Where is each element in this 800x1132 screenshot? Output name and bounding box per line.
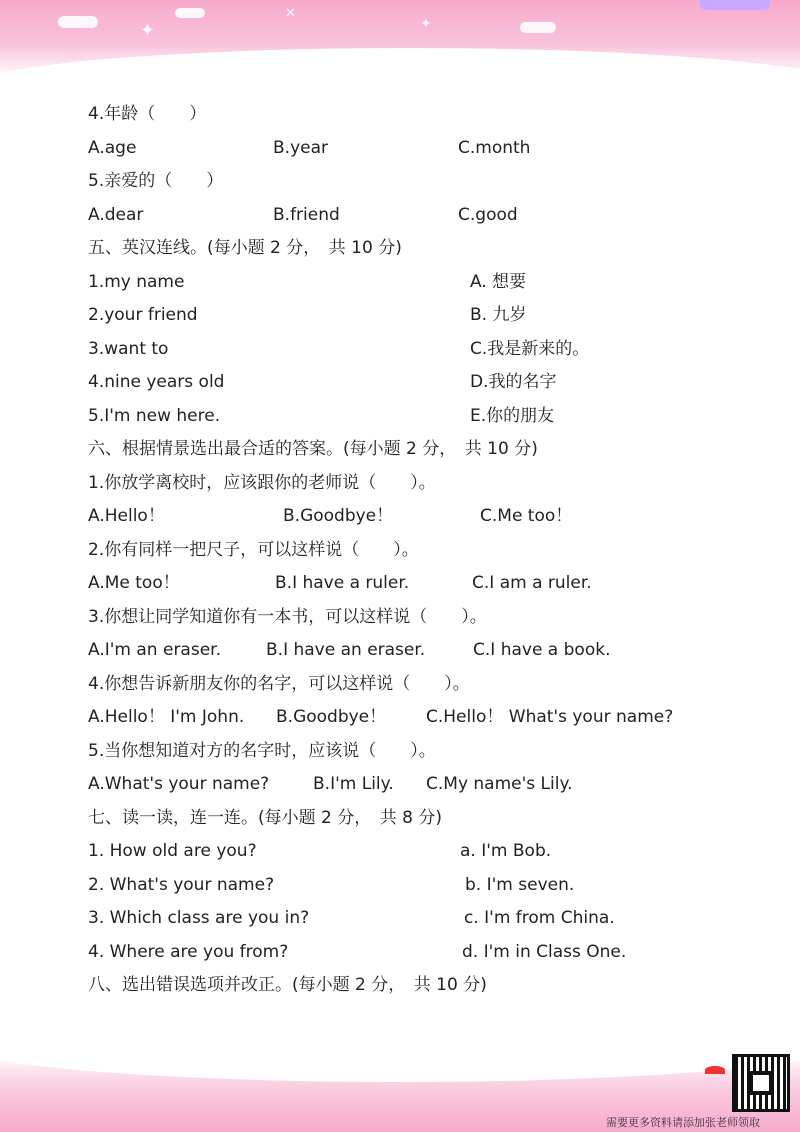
question-text: 5.亲爱的（ ） (88, 171, 224, 191)
option-text: C.Me too！ (480, 506, 573, 526)
option-text: A.Hello！ (88, 506, 165, 526)
sparkle-icon: ✦ (420, 16, 432, 32)
worksheet-line (88, 132, 728, 166)
qr-code-icon[interactable] (732, 1054, 790, 1112)
option-text: B.Goodbye！ (276, 707, 387, 727)
option-text: 2. What's your name? (88, 874, 275, 895)
sparkle-icon: ✦ (140, 20, 156, 41)
worksheet-content (88, 98, 728, 1003)
heading-text: 五、英汉连线。(每小题 2 分， 共 10 分) (88, 238, 402, 258)
worksheet-line (88, 165, 728, 199)
heading-text: 六、根据情景选出最合适的答案。(每小题 2 分， 共 10 分) (88, 439, 538, 459)
worksheet-line (88, 98, 728, 132)
question-text: 1.你放学离校时，应该跟你的老师说（ ）。 (88, 472, 436, 493)
option-text: B.Goodbye！ (283, 506, 394, 526)
section-heading (88, 802, 728, 836)
option-text: a. I'm Bob. (460, 841, 552, 861)
option-text: 4.nine years old (88, 372, 225, 392)
band-wave (0, 1022, 800, 1082)
question-text: 4.你想告诉新朋友你的名字，可以这样说（ ）。 (88, 673, 470, 694)
worksheet-line (88, 534, 728, 568)
option-text: c. I'm from China. (464, 908, 615, 928)
worksheet-line (88, 467, 728, 501)
option-text: A. 想要 (470, 271, 527, 292)
worksheet-line (88, 500, 728, 534)
question-text: 4.年龄（ ） (88, 104, 207, 124)
sparkle-icon: ✕ (285, 6, 296, 21)
section-heading (88, 433, 728, 467)
worksheet-line (88, 768, 728, 802)
heading-text: 七、读一读，连一连。(每小题 2 分， 共 8 分) (88, 807, 443, 828)
option-text: B.I have an eraser. (266, 640, 426, 660)
option-text: B.friend (273, 204, 340, 225)
option-text: C.I have a book. (473, 640, 611, 660)
worksheet-line (88, 701, 728, 735)
worksheet-line (88, 366, 728, 400)
option-text: C.I am a ruler. (472, 573, 592, 593)
cloud-decoration (520, 22, 556, 33)
option-text: B. 九岁 (470, 305, 527, 325)
section-heading (88, 969, 728, 1003)
option-text: A.Me too！ (88, 573, 180, 593)
option-text: A.What's your name? (88, 774, 270, 794)
worksheet-line (88, 835, 728, 869)
option-text: A.I'm an eraser. (88, 640, 221, 660)
option-text: C.My name's Lily. (426, 774, 573, 794)
option-text: 1.my name (88, 271, 185, 292)
worksheet-line (88, 333, 728, 367)
option-text: B.year (273, 137, 328, 158)
option-text: C.good (458, 204, 518, 225)
option-text: 4. Where are you from? (88, 941, 289, 962)
section-heading (88, 232, 728, 266)
worksheet-line (88, 634, 728, 668)
worksheet-line (88, 936, 728, 970)
heading-text: 八、选出错误选项并改正。(每小题 2 分， 共 10 分) (88, 975, 487, 995)
corner-logo (700, 0, 770, 10)
option-text: E.你的朋友 (470, 405, 555, 426)
option-text: B.I have a ruler. (275, 573, 410, 593)
worksheet-line (88, 567, 728, 601)
option-text: 3.want to (88, 338, 169, 359)
top-decoration-band (0, 0, 800, 80)
option-text: A.dear (88, 204, 144, 225)
option-text: b. I'm seven. (465, 874, 575, 895)
worksheet-line (88, 400, 728, 434)
option-text: d. I'm in Class One. (462, 941, 627, 962)
question-text: 5.当你想知道对方的名字时，应该说（ ）。 (88, 740, 436, 761)
worksheet-line (88, 299, 728, 333)
option-text: A.Hello！ I'm John. (88, 707, 245, 727)
option-text: 5.I'm new here. (88, 405, 221, 426)
question-text: 2.你有同样一把尺子，可以这样说（ ）。 (88, 539, 419, 560)
option-text: C.Hello！ What's your name? (426, 707, 674, 727)
footer-note: 需要更多资料请添加张老师领取 (606, 1116, 760, 1129)
worksheet-line (88, 902, 728, 936)
flag-icon (705, 1066, 725, 1074)
band-wave (0, 48, 800, 80)
option-text: B.I'm Lily. (313, 774, 394, 794)
option-text: C.month (458, 137, 531, 158)
option-text: 2.your friend (88, 305, 198, 325)
worksheet-line (88, 266, 728, 300)
cloud-decoration (175, 8, 205, 18)
worksheet-line (88, 869, 728, 903)
option-text: C.我是新来的。 (470, 338, 590, 359)
cloud-decoration (58, 16, 98, 28)
question-text: 3.你想让同学知道你有一本书，可以这样说（ ）。 (88, 606, 487, 627)
worksheet-line (88, 668, 728, 702)
option-text: D.我的名字 (470, 372, 557, 392)
worksheet-line (88, 735, 728, 769)
option-text: 3. Which class are you in? (88, 908, 310, 928)
option-text: A.age (88, 137, 137, 158)
option-text: 1. How old are you? (88, 841, 257, 861)
worksheet-line (88, 199, 728, 233)
worksheet-line (88, 601, 728, 635)
